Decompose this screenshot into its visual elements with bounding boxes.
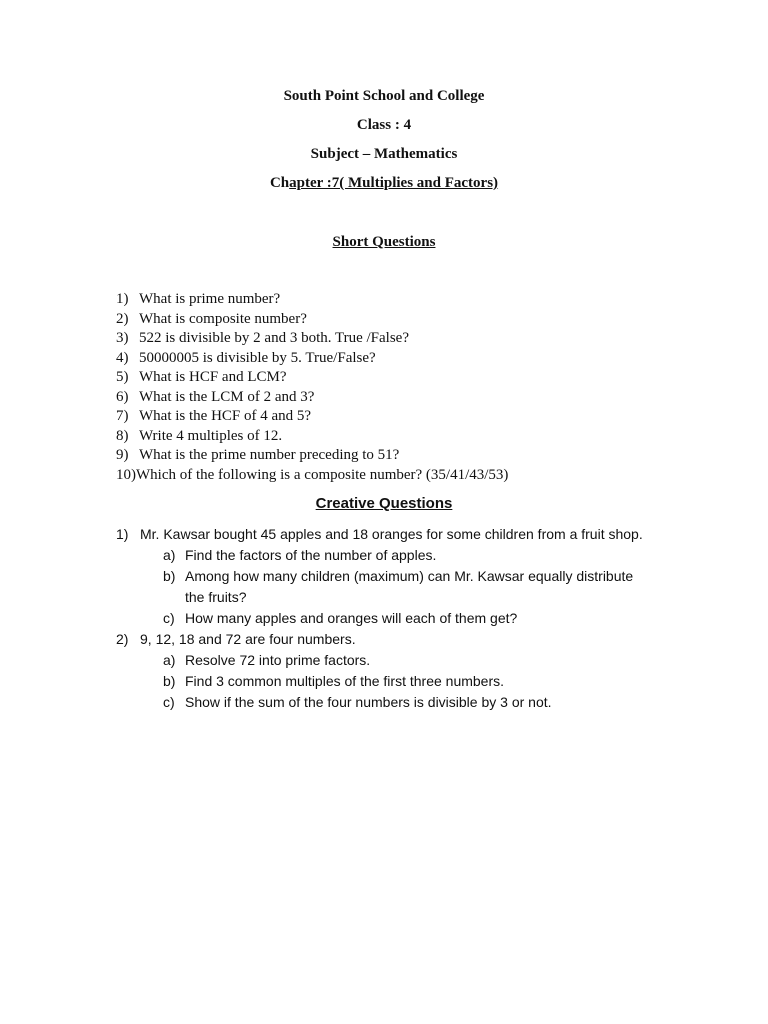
list-item: 1) What is prime number?: [116, 291, 281, 307]
short-questions-list: [116, 290, 736, 485]
sub-question: b) Find 3 common multiples of the first three numbers.: [163, 673, 505, 689]
school-name: South Point School and College: [283, 88, 485, 104]
list-item: 6) What is the LCM of 2 and 3?: [116, 388, 315, 405]
short-questions-title: Short Questions: [332, 234, 436, 250]
chapter-title: [0, 173, 768, 202]
class-label: Class : 4: [356, 117, 412, 133]
chapter-prefix: Ch: [269, 175, 290, 191]
sub-question: b) Among how many children (maximum) can Mr. Kawsar equally distribute the fruits?: [163, 568, 634, 605]
list-item: 9) What is the prime number preceding to 51?: [116, 447, 400, 463]
sub-question: a) Find the factors of the number of apples.: [163, 547, 437, 563]
creative-questions-title: Creative Questions: [315, 495, 453, 512]
list-item: 4) 50000005 is divisible by 5. True/False?: [116, 349, 376, 366]
sub-question: c) Show if the sum of the four numbers is divisible by 3 or not.: [163, 694, 552, 710]
list-item: 10)Which of the following is a composite number? (35/41/43/53): [116, 466, 509, 483]
creative-question-1: 1) Mr. Kawsar bought 45 apples and 18 oranges for some children from a fruit shop.: [116, 526, 643, 542]
sub-question: c) How many apples and oranges will each of them get?: [163, 610, 518, 626]
creative-question-2: 2) 9, 12, 18 and 72 are four numbers.: [116, 631, 356, 647]
creative-questions-list: [116, 524, 736, 713]
subject-label: Subject – Mathematics: [310, 146, 458, 162]
list-item: 3) 522 is divisible by 2 and 3 both. True /False?: [116, 330, 409, 346]
list-item: 7) What is the HCF of 4 and 5?: [116, 408, 312, 424]
chapter-rest: apter :7( Multiplies and Factors): [289, 175, 499, 191]
document-header: [0, 86, 768, 202]
sub-question: a) Resolve 72 into prime factors.: [163, 652, 371, 668]
list-item: 2) What is composite number?: [116, 310, 307, 327]
list-item: 8) Write 4 multiples of 12.: [116, 427, 283, 444]
list-item: 5) What is HCF and LCM?: [116, 369, 287, 385]
